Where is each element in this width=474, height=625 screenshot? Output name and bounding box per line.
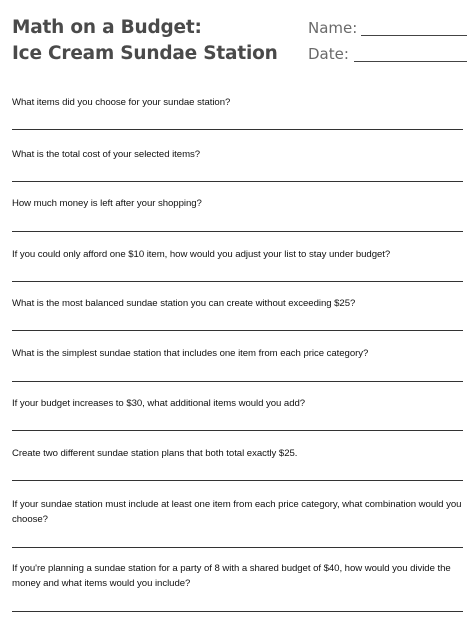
answer-line-2 [12, 181, 463, 182]
question-9: If your sundae station must include at least one item from each price category, what combination would you choose? [12, 499, 462, 525]
answer-line-8 [12, 480, 463, 481]
title-line-2: Ice Cream Sundae Station [12, 43, 278, 64]
date-field [308, 41, 357, 67]
question-4: If you could only afford one $10 item, how would you adjust your list to stay under budget? [12, 249, 391, 260]
worksheet-title [12, 15, 278, 67]
answer-line-6 [12, 381, 463, 382]
answer-line-4 [12, 281, 463, 282]
question-5: What is the most balanced sundae station you can create without exceeding $25? [12, 298, 356, 309]
answer-line-3 [12, 231, 463, 232]
name-blank-line [361, 35, 467, 36]
question-10: If you're planning a sundae station for a party of 8 with a shared budget of $40, how would you divide the money and what items would you include? [12, 563, 451, 589]
name-date-block [308, 15, 357, 67]
answer-line-1 [12, 129, 463, 130]
date-label: Date: [308, 45, 349, 63]
name-label: Name: [308, 19, 358, 37]
answer-line-5 [12, 330, 463, 331]
answer-line-10 [12, 611, 463, 612]
date-blank-line [354, 61, 467, 62]
question-1: What items did you choose for your sundae station? [12, 97, 231, 108]
question-3: How much money is left after your shopping? [12, 198, 202, 209]
question-7: If your budget increases to $30, what additional items would you add? [12, 398, 306, 409]
name-field [308, 15, 357, 41]
answer-line-9 [12, 547, 463, 548]
question-6: What is the simplest sundae station that includes one item from each price category? [12, 348, 369, 359]
title-line-1: Math on a Budget: [12, 17, 202, 38]
answer-line-7 [12, 430, 463, 431]
question-8: Create two different sundae station plans that both total exactly $25. [12, 448, 298, 459]
question-2: What is the total cost of your selected items? [12, 149, 201, 160]
